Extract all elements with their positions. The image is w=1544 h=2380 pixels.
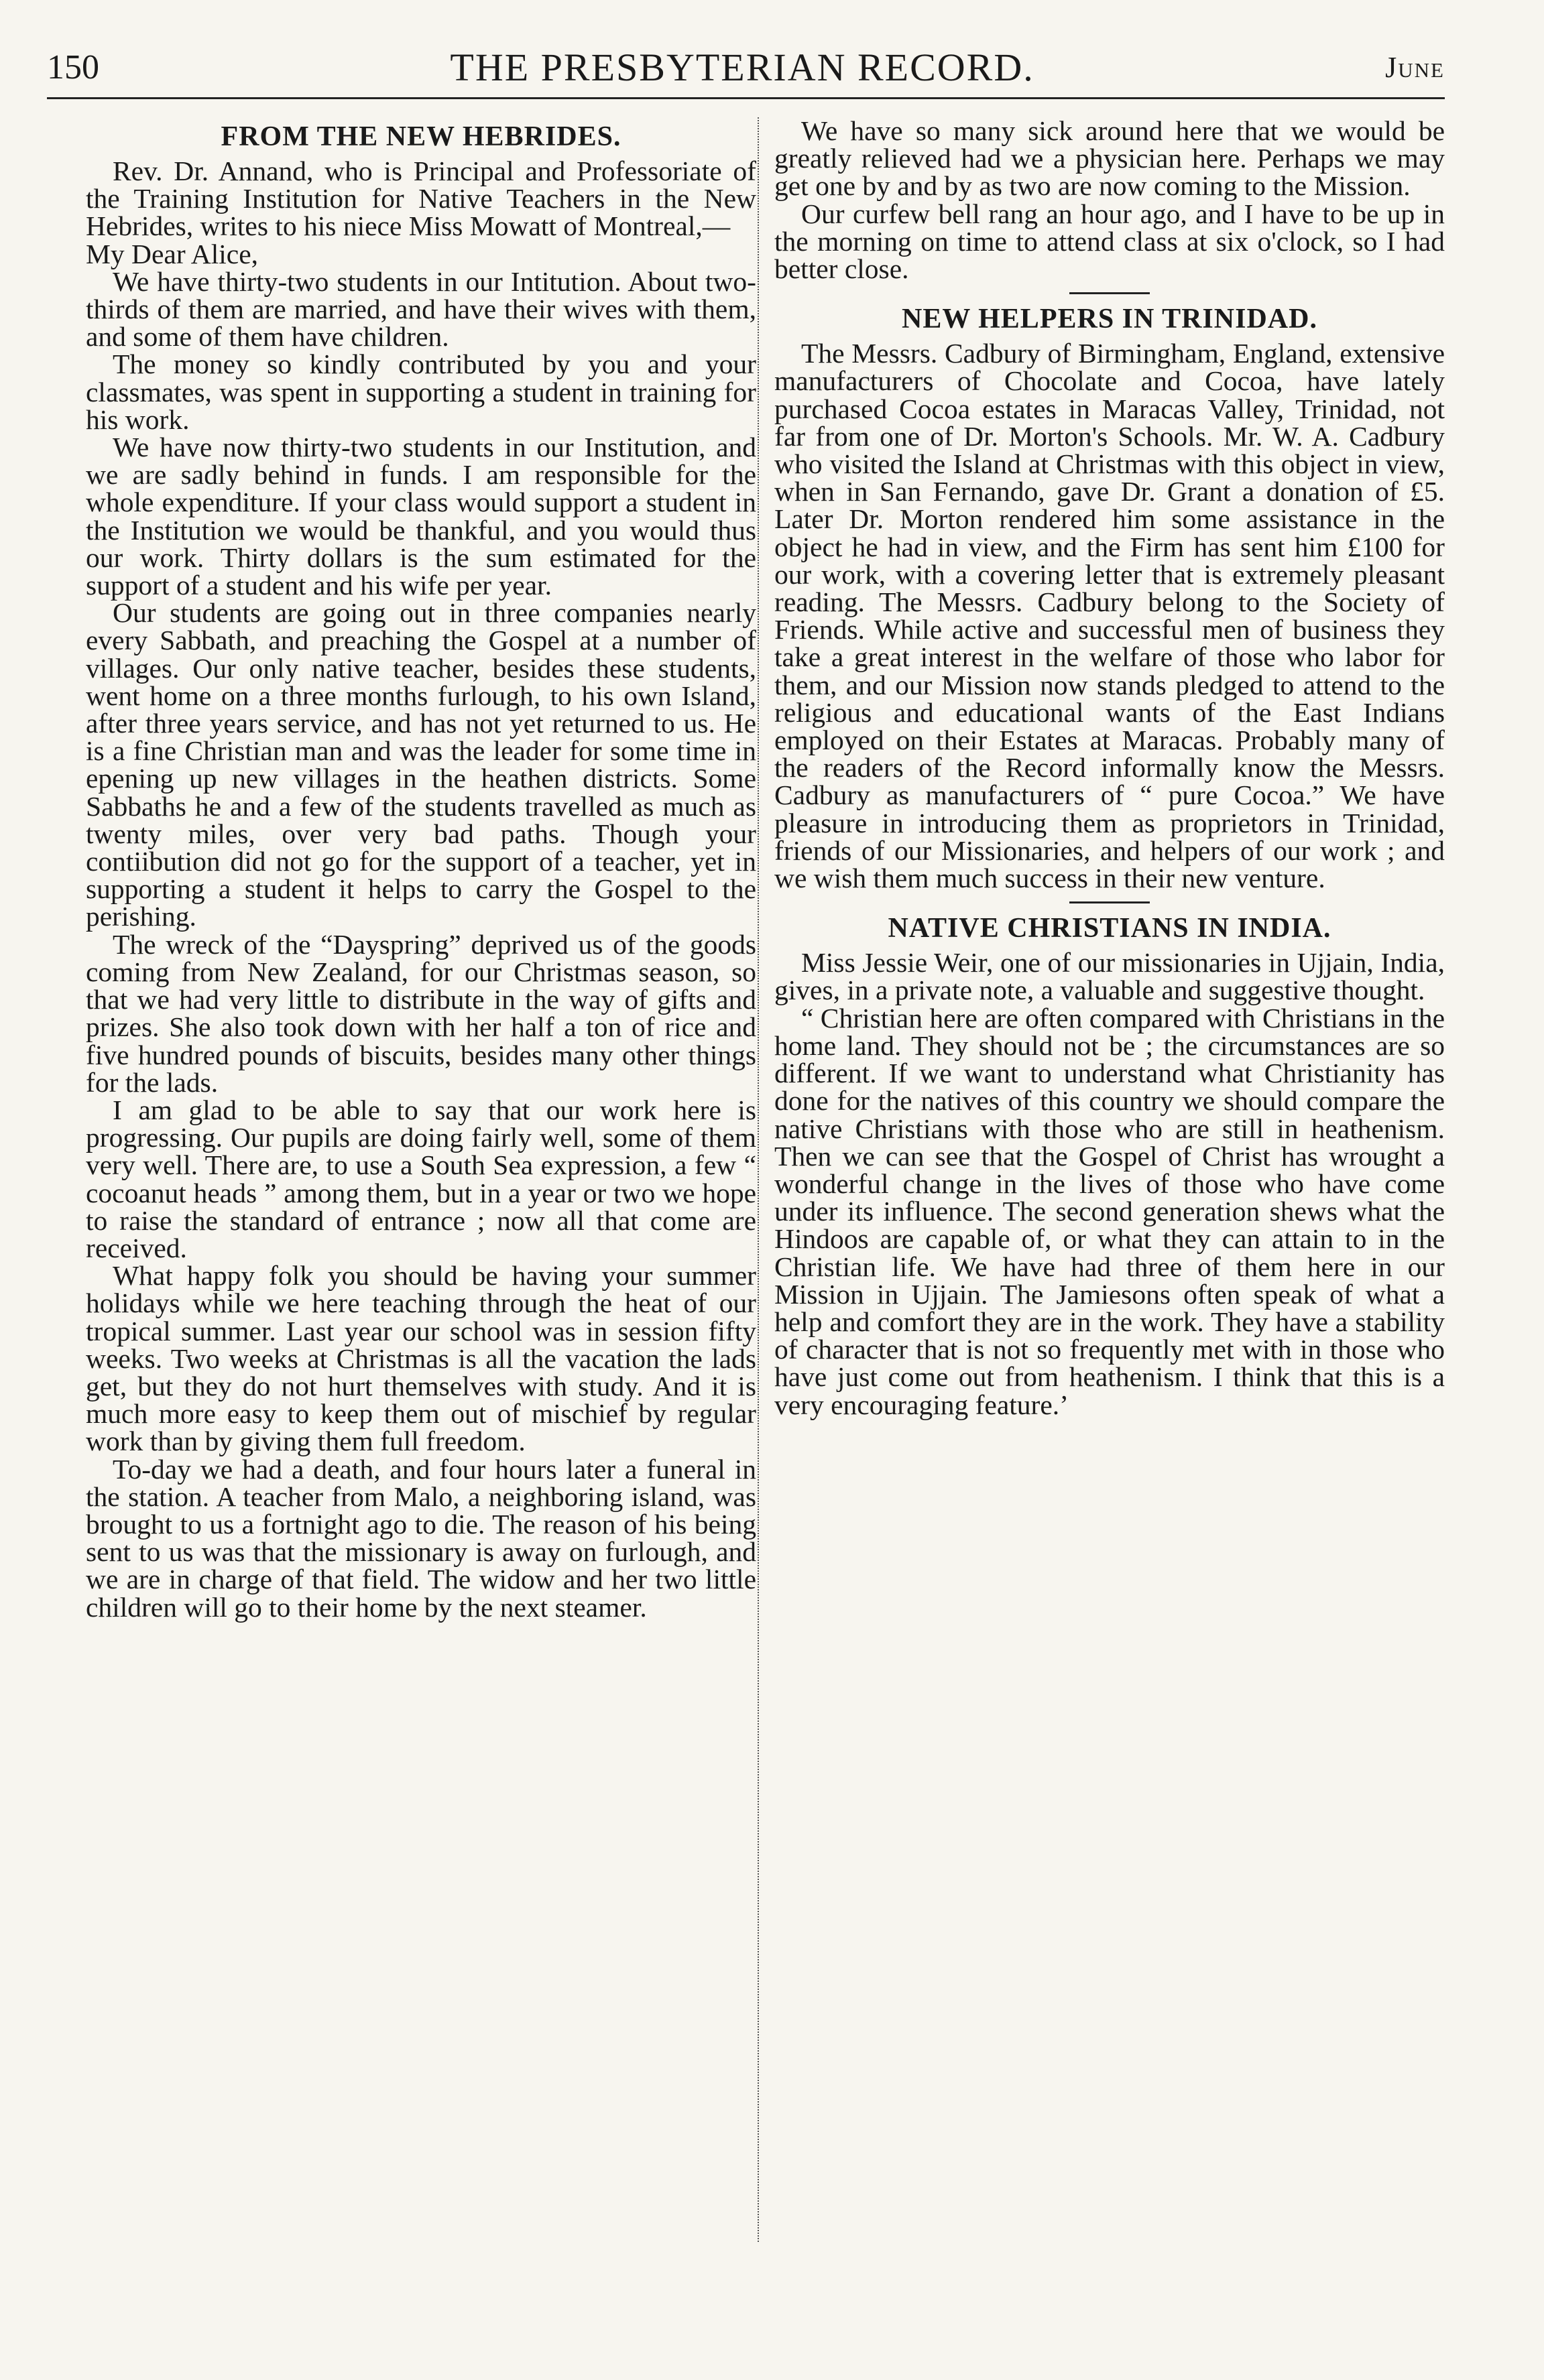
article-paragraph: We have now thirty-two students in our Institution, and we are sadly behind in funds. I am responsible for the whole expenditure. If your class would support a student in the Institution we would be thankful, and you would thus our work. Thirty dollars is the sum estimated for the support of a student and his wife per year.: [86, 432, 756, 601]
article-paragraph: The money so kindly contributed by you and your classmates, was spent in supporting a student in training for his work.: [86, 349, 756, 435]
issue-month: June: [1385, 50, 1445, 84]
article-paragraph: I am glad to be able to say that our work here is progressing. Our pupils are doing fairly well, some of them very well. There are, to use a South Sea expression, a few “ cocoanut heads ” among them, but in a year or two we hope to raise the standard of entrance ; now all that come are received.: [86, 1094, 756, 1263]
article-paragraph: The wreck of the “Dayspring” deprived us of the goods coming from New Zealand, for our Christmas season, so that we had very little to distribute in the way of gifts and prizes. She also took down with her half a ton of rice and five hundred pounds of biscuits, besides many other things for the lads.: [86, 928, 756, 1098]
page-header: [47, 37, 1445, 99]
article-paragraph: “ Christian here are often compared with Christians in the home land. They should not be ; the circumstances are so different. If we want to understand what Christianity has done for the natives of this country we should compare the native Christians with those who are still in heathenism. Then we can see that the Gospel of Christ has wrought a wonderful change in the lives of those who have come under its influence. The second generation shews what the Hindoos are capable of, or what they can attain to in the Christian life. We have had three of them here in our Mission in Ujjain. The Jamiesons often speak of what a help and comfort they are in the work. They have a stability of character that is not so frequently met with in those who have just come out from heathenism. I think that this is a very encouraging feature.’: [774, 1002, 1445, 1420]
article-paragraph: We have so many sick around here that we would be greatly relieved had we a physician here. Perhaps we may get one by and by as two are now coming to the Mission.: [774, 115, 1445, 202]
article-title-trinidad: NEW HELPERS IN TRINIDAD.: [902, 304, 1317, 335]
article-paragraph: To-day we had a death, and four hours later a funeral in the station. A teacher from Malo, a neighboring island, was brought to us a fortnight ago to die. The reason of his being sent to us was that the missionary is away on furlough, and we are in charge of that field. The widow and her two little children will go to their home by the next steamer.: [86, 1453, 756, 1623]
left-column: [86, 117, 756, 1621]
section-divider: [1069, 901, 1150, 903]
article-title-new-hebrides: FROM THE NEW HEBRIDES.: [221, 121, 621, 152]
right-column: [774, 117, 1445, 1419]
article-paragraph: Our curfew bell rang an hour ago, and I have to be up in the morning on time to attend class at six o'clock, so I had better close.: [774, 198, 1445, 285]
publication-title: THE PRESBYTERIAN RECORD.: [450, 45, 1034, 89]
article-paragraph: Our students are going out in three companies nearly every Sabbath, and preaching the Gospel at a number of villages. Our only native teacher, besides these students, went home on a three months furlough, to his own Island, after three years service, and has not yet returned to us. He is a fine Christian man and was the leader for some time in epening up new villages in the heathen districts. Some Sabbaths he and a few of the students travelled as much as twenty miles, over very bad paths. Though your contiibution did not go for the support of a teacher, yet in supporting a student it helps to carry the Gospel to the perishing.: [86, 597, 756, 932]
page-number: 150: [47, 48, 99, 86]
article-paragraph: Miss Jessie Weir, one of our missionaries in Ujjain, India, gives, in a private note, a valuable and suggestive thought.: [774, 947, 1445, 1006]
section-divider: [1069, 292, 1150, 294]
article-paragraph: The Messrs. Cadbury of Birmingham, England, extensive manufacturers of Chocolate and Cocoa, have lately purchased Cocoa estates in Maracas Valley, Trinidad, not far from one of Dr. Morton's Schools. Mr. W. A. Cadbury who visited the Island at Christmas with this object in view, when in San Fernando, gave Dr. Grant a donation of £5. Later Dr. Morton rendered him some assistance in the object he had in view, and the Firm has sent him £100 for our work, with a covering letter that is extremely pleasant reading. The Messrs. Cadbury belong to the Society of Friends. While active and successful men of business they take a great interest in the welfare of those who labor for them, and our Mission now stands pledged to attend to the religious and educational wants of the East Indians employed on their Estates at Maracas. Probably many of the readers of the Record informally know the Messrs. Cadbury as manufacturers of “ pure Cocoa.” We have pleasure in introducing them as proprietors in Trinidad, friends of our Missionaries, and helpers of our work ; and we wish them much success in their new venture.: [774, 338, 1445, 894]
letter-salutation: My Dear Alice,: [86, 238, 258, 269]
article-title-india: NATIVE CHRISTIANS IN INDIA.: [888, 913, 1331, 944]
column-divider: [758, 117, 759, 2242]
article-paragraph: We have thirty-two students in our Intitution. About two-thirds of them are married, and have their wives with them, and some of them have children.: [86, 265, 756, 353]
article-paragraph: Rev. Dr. Annand, who is Principal and Professoriate of the Training Institution for Native Teachers in the New Hebrides, writes to his niece Miss Mowatt of Montreal,—: [86, 155, 756, 242]
article-paragraph: What happy folk you should be having your summer holidays while we here teaching through the heat of our tropical summer. Last year our school was in session fifty weeks. Two weeks at Christmas is all the vacation the lads get, but they do not hurt themselves with study. And it is much more easy to keep them out of mischief by regular work than by giving them full freedom.: [86, 1260, 756, 1457]
